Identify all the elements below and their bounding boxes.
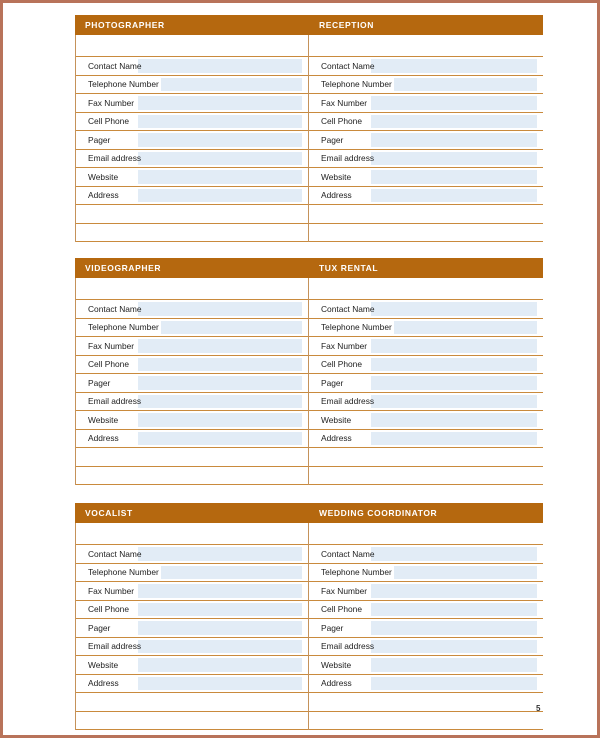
address-line[interactable]	[76, 224, 308, 243]
column-right	[309, 35, 543, 242]
field-input-box[interactable]	[138, 96, 302, 110]
field-row	[76, 356, 308, 375]
field-input-box[interactable]	[371, 115, 537, 129]
field-label: Address	[88, 433, 119, 444]
field-label: Email address	[321, 153, 375, 164]
field-label: Website	[321, 414, 352, 425]
field-label: Pager	[321, 134, 344, 145]
section-title-right: WEDDING COORDINATOR	[319, 508, 438, 518]
field-row	[76, 319, 308, 338]
field-input-box[interactable]	[371, 358, 537, 372]
address-line[interactable]	[76, 448, 308, 467]
field-label: Telephone Number	[88, 322, 159, 333]
field-input-box[interactable]	[371, 640, 537, 654]
field-input-box[interactable]	[138, 302, 302, 316]
field-row	[309, 374, 543, 393]
column-right	[309, 523, 543, 730]
contact-section	[75, 15, 543, 242]
field-label: Contact Name	[321, 303, 375, 314]
page-number: 5	[536, 704, 541, 713]
field-label: Fax Number	[321, 97, 368, 108]
field-input-box[interactable]	[138, 640, 302, 654]
company-name-line[interactable]	[309, 523, 543, 545]
column-right	[309, 278, 543, 485]
field-label: Telephone Number	[321, 79, 392, 90]
field-label: Fax Number	[88, 340, 135, 351]
field-row	[76, 545, 308, 564]
field-input-box[interactable]	[138, 621, 302, 635]
field-row	[309, 337, 543, 356]
field-label: Cell Phone	[321, 116, 362, 127]
field-row	[309, 564, 543, 583]
address-line[interactable]	[76, 693, 308, 712]
field-row	[76, 168, 308, 187]
section-title-left: PHOTOGRAPHER	[85, 20, 165, 30]
column-left	[75, 278, 309, 485]
field-label: Address	[88, 678, 119, 689]
field-label: Contact Name	[88, 60, 142, 71]
field-row	[76, 430, 308, 449]
field-label: Contact Name	[88, 303, 142, 314]
field-input-box[interactable]	[394, 566, 537, 580]
field-row	[76, 675, 308, 694]
field-row	[76, 411, 308, 430]
field-input-box[interactable]	[138, 584, 302, 598]
field-label: Contact Name	[321, 548, 375, 559]
field-label: Cell Phone	[88, 116, 129, 127]
field-input-box[interactable]	[371, 677, 537, 691]
field-input-box[interactable]	[371, 658, 537, 672]
field-row	[309, 601, 543, 620]
field-label: Cell Phone	[88, 604, 129, 615]
company-name-line[interactable]	[76, 278, 308, 300]
field-row	[309, 430, 543, 449]
field-input-box[interactable]	[138, 376, 302, 390]
field-row	[309, 356, 543, 375]
address-line[interactable]	[76, 712, 308, 731]
field-row	[309, 638, 543, 657]
field-input-box[interactable]	[138, 189, 302, 203]
field-row	[309, 656, 543, 675]
field-row	[76, 638, 308, 657]
field-input-box[interactable]	[371, 395, 537, 409]
field-label: Address	[88, 190, 119, 201]
address-line[interactable]	[76, 205, 308, 224]
field-label: Email address	[88, 153, 142, 164]
field-label: Telephone Number	[88, 567, 159, 578]
field-row	[76, 300, 308, 319]
section-title-right: TUX RENTAL	[319, 263, 379, 273]
field-input-box[interactable]	[371, 376, 537, 390]
field-label: Fax Number	[321, 340, 368, 351]
address-line[interactable]	[309, 712, 543, 731]
section-spacer	[75, 242, 543, 258]
field-label: Cell Phone	[321, 604, 362, 615]
field-label: Website	[321, 171, 352, 182]
field-input-box[interactable]	[394, 321, 537, 335]
field-input-box[interactable]	[138, 395, 302, 409]
field-label: Pager	[88, 622, 111, 633]
field-input-box[interactable]	[161, 321, 302, 335]
field-label: Contact Name	[321, 60, 375, 71]
field-label: Telephone Number	[321, 567, 392, 578]
section-title-left: VOCALIST	[85, 508, 133, 518]
field-row	[76, 131, 308, 150]
field-label: Website	[88, 414, 119, 425]
field-input-box[interactable]	[138, 170, 302, 184]
field-row	[76, 564, 308, 583]
field-row	[309, 319, 543, 338]
field-row	[309, 150, 543, 169]
field-row	[76, 374, 308, 393]
field-input-box[interactable]	[371, 133, 537, 147]
field-input-box[interactable]	[138, 339, 302, 353]
field-input-box[interactable]	[371, 603, 537, 617]
field-label: Cell Phone	[88, 359, 129, 370]
field-input-box[interactable]	[371, 621, 537, 635]
field-row	[309, 393, 543, 412]
field-row	[309, 582, 543, 601]
field-label: Email address	[88, 641, 142, 652]
field-input-box[interactable]	[371, 413, 537, 427]
field-row	[76, 619, 308, 638]
address-line[interactable]	[309, 467, 543, 486]
column-left	[75, 35, 309, 242]
field-input-box[interactable]	[138, 413, 302, 427]
column-left	[75, 523, 309, 730]
field-label: Fax Number	[88, 97, 135, 108]
field-row	[309, 94, 543, 113]
field-input-box[interactable]	[371, 59, 537, 73]
section-header	[75, 15, 543, 35]
field-label: Website	[321, 659, 352, 670]
field-row	[76, 57, 308, 76]
field-row	[309, 168, 543, 187]
field-input-box[interactable]	[371, 339, 537, 353]
field-input-box[interactable]	[138, 547, 302, 561]
field-input-box[interactable]	[138, 115, 302, 129]
address-line[interactable]	[309, 693, 543, 712]
field-row	[76, 337, 308, 356]
contact-section	[75, 503, 543, 730]
field-label: Website	[88, 659, 119, 670]
section-title-left: VIDEOGRAPHER	[85, 263, 162, 273]
field-row	[76, 656, 308, 675]
section-title-right: RECEPTION	[319, 20, 374, 30]
field-row	[76, 113, 308, 132]
field-input-box[interactable]	[161, 78, 302, 92]
field-input-box[interactable]	[138, 152, 302, 166]
field-label: Website	[88, 171, 119, 182]
field-label: Email address	[321, 641, 375, 652]
address-line[interactable]	[309, 448, 543, 467]
field-input-box[interactable]	[138, 432, 302, 446]
field-input-box[interactable]	[161, 566, 302, 580]
field-row	[309, 619, 543, 638]
field-row	[76, 94, 308, 113]
field-input-box[interactable]	[371, 189, 537, 203]
field-label: Email address	[88, 396, 142, 407]
address-line[interactable]	[309, 224, 543, 243]
field-input-box[interactable]	[138, 59, 302, 73]
field-row	[309, 76, 543, 95]
address-line[interactable]	[76, 467, 308, 486]
section-spacer	[75, 485, 543, 503]
field-label: Pager	[321, 377, 344, 388]
contact-sheet	[75, 15, 543, 730]
field-input-box[interactable]	[138, 603, 302, 617]
company-name-line[interactable]	[309, 278, 543, 300]
field-row	[76, 582, 308, 601]
field-label: Fax Number	[88, 585, 135, 596]
field-input-box[interactable]	[371, 302, 537, 316]
section-header	[75, 258, 543, 278]
field-input-box[interactable]	[371, 432, 537, 446]
field-input-box[interactable]	[371, 96, 537, 110]
field-row	[309, 411, 543, 430]
field-input-box[interactable]	[138, 358, 302, 372]
field-label: Pager	[321, 622, 344, 633]
field-input-box[interactable]	[371, 170, 537, 184]
field-row	[309, 187, 543, 206]
field-label: Contact Name	[88, 548, 142, 559]
field-input-box[interactable]	[138, 133, 302, 147]
field-label: Pager	[88, 377, 111, 388]
field-label: Address	[321, 190, 352, 201]
company-name-line[interactable]	[76, 35, 308, 57]
field-input-box[interactable]	[394, 78, 537, 92]
field-input-box[interactable]	[371, 152, 537, 166]
contact-section	[75, 258, 543, 485]
field-row	[309, 675, 543, 694]
field-label: Telephone Number	[321, 322, 392, 333]
field-label: Email address	[321, 396, 375, 407]
field-label: Fax Number	[321, 585, 368, 596]
section-header	[75, 503, 543, 523]
field-row	[309, 131, 543, 150]
field-row	[309, 113, 543, 132]
field-row	[309, 545, 543, 564]
field-label: Address	[321, 433, 352, 444]
field-label: Pager	[88, 134, 111, 145]
field-row	[76, 187, 308, 206]
field-row	[76, 393, 308, 412]
field-row	[76, 76, 308, 95]
field-label: Address	[321, 678, 352, 689]
field-row	[76, 150, 308, 169]
field-input-box[interactable]	[138, 677, 302, 691]
field-row	[309, 300, 543, 319]
field-row	[76, 601, 308, 620]
company-name-line[interactable]	[309, 35, 543, 57]
field-input-box[interactable]	[138, 658, 302, 672]
field-input-box[interactable]	[371, 584, 537, 598]
company-name-line[interactable]	[76, 523, 308, 545]
address-line[interactable]	[309, 205, 543, 224]
field-row	[309, 57, 543, 76]
field-label: Cell Phone	[321, 359, 362, 370]
field-label: Telephone Number	[88, 79, 159, 90]
field-input-box[interactable]	[371, 547, 537, 561]
